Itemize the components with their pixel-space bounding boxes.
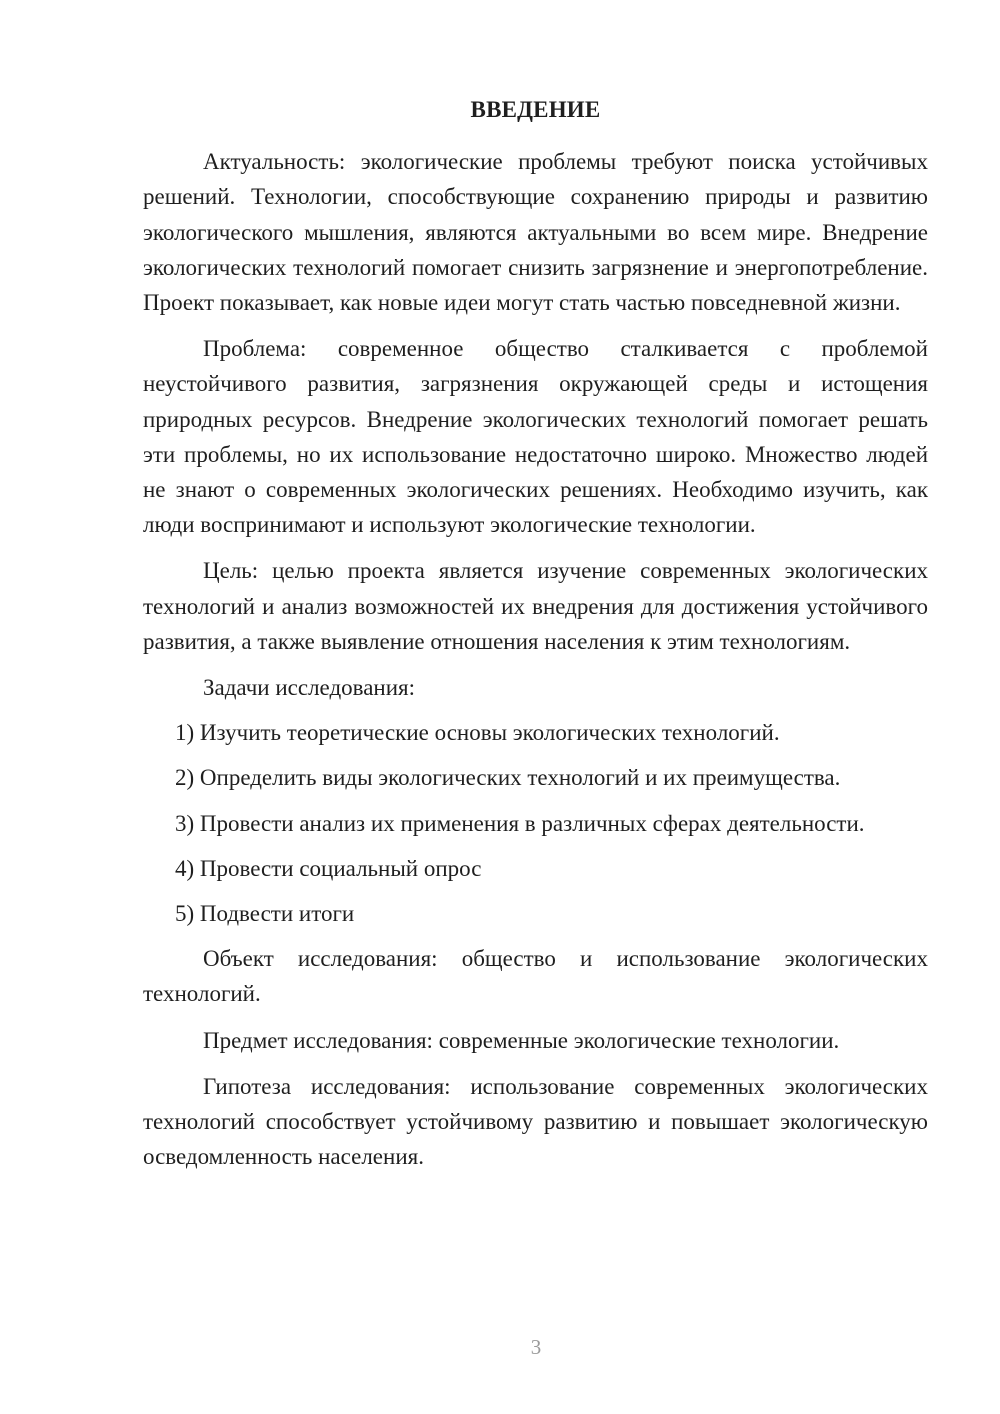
tasks-list [143,715,928,931]
relevance-paragraph: Актуальность: экологические проблемы требуют поиска устойчивых решений. Технологии, способствующие сохранению природы и развитию экологического мышления, являются актуальными во всем мире. Внедрение экологических технологий помогает снизить загрязнение и энергопотребление. Проект показывает, как новые идеи могут стать частью повседневной жизни. [143,149,928,316]
goal-paragraph: Цель: целью проекта является изучение современных экологических технологий и анализ возможностей их внедрения для достижения устойчивого развития, а также выявление отношения населения к этим технологиям. [143,558,928,654]
task-item: 4) Провести социальный опрос [175,855,482,881]
subject-paragraph: Предмет исследования: современные экологические технологии. [203,1027,840,1053]
page-content [143,92,928,1185]
tasks-heading: Задачи исследования: [203,675,416,701]
hypothesis-paragraph: Гипотеза исследования: использование современных экологических технологий способствует устойчивому развитию и повышает экологическую осведомленность населения. [143,1073,928,1170]
task-item: 3) Провести анализ их применения в различных сферах деятельности. [175,810,865,836]
problem-paragraph: Проблема: современное общество сталкивается с проблемой неустойчивого развития, загрязнения окружающей среды и истощения природных ресурсов. Внедрение экологических технологий помогает решать эти проблемы, но их использование недостаточно широко. Множество людей не знают о современных экологических решениях. Необходимо изучить, как люди воспринимают и используют экологические технологии. [143,336,928,538]
object-paragraph: Объект исследования: общество и использование экологических технологий. [143,946,928,1007]
page-number: 3 [530,1335,542,1359]
page-title: ВВЕДЕНИЕ [470,97,601,122]
task-item: 5) Подвести итоги [175,901,355,927]
task-item: 1) Изучить теоретические основы экологических технологий. [175,720,780,746]
task-item: 2) Определить виды экологических технологий и их преимущества. [175,765,841,791]
